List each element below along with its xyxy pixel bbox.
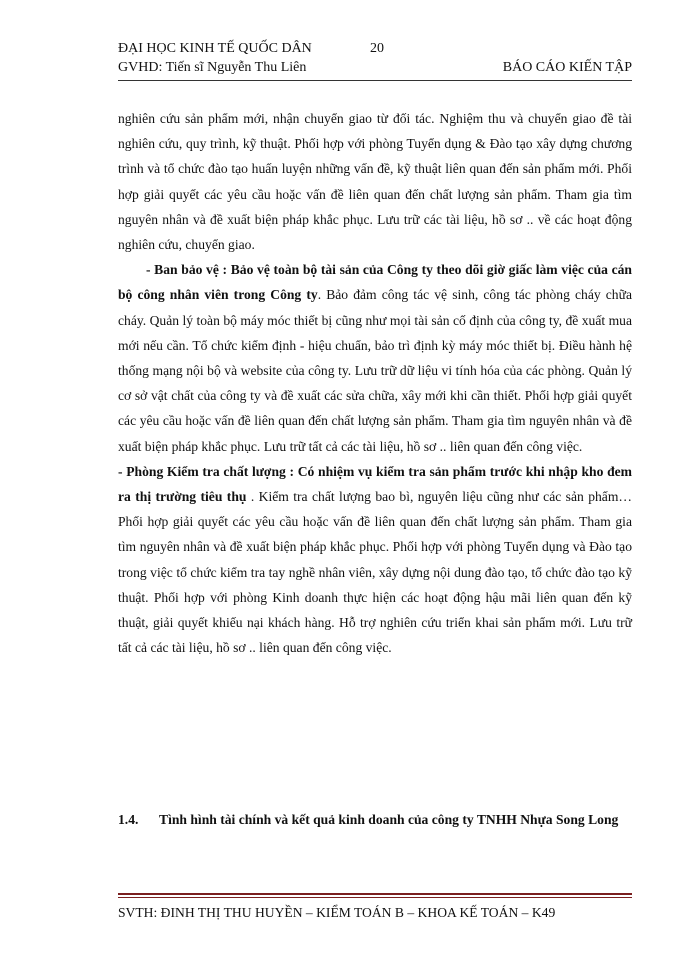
footer-divider-thick (118, 893, 632, 895)
quality-control-text: . Kiểm tra chất lượng bao bì, nguyên liệu cũng như các sản phẩm… Phối hợp giải quyết các yêu cầu hoặc vấn đề liên quan đến chất lượng sản phẩm. Tham gia tìm nguyên nhân và đề xuất biện pháp khắc phục. Phối hợp với phòng Tuyển dụng và Đào tạo trong việc tổ chức kiểm tra tay nghề nhân viên, xây dựng nội dung đào tạo, tổ chức đào tạo kỹ thuật. Phối hợp với phòng Kinh doanh thực hiện các hoạt động hậu mãi liên quan đến kỹ thuật, giải quyết khiếu nại khách hàng. Hỗ trợ nghiên cứu triển khai sản phẩm mới. Lưu trữ tất cả các tài liệu, hồ sơ .. liên quan đến công việc. (118, 489, 632, 656)
security-board-text: . Bảo đảm công tác vệ sinh, công tác phòng cháy chữa cháy. Quản lý toàn bộ máy móc thiết bị cũng như mọi tài sản cố định của công ty, đề xuất mua mới nếu cần. Tổ chức kiểm định - hiệu chuẩn, bảo trì định kỳ máy móc thiết bị. Điều hành hệ thống mạng nội bộ và website của công ty. Lưu trữ dữ liệu vi tính hóa của các phòng. Quản lý cơ sở vật chất của công ty và đề xuất các sửa chữa, xây mới khi cần thiết. Phối hợp giải quyết các yêu cầu hoặc vấn đề liên quan đến chất lượng sản phẩm. Tham gia tìm nguyên nhân và đề xuất biện pháp khắc phục. Lưu trữ tất cả các tài liệu, hồ sơ .. liên quan đến công việc. (118, 287, 633, 454)
page-number: 20 (370, 41, 384, 56)
document-body (118, 106, 632, 660)
section-heading (118, 808, 632, 832)
page-header (118, 40, 632, 78)
quality-control-heading: - Phòng Kiểm tra chất lượng : Có nhiệm vụ kiểm tra sản phẩm trước khi nhập kho đem ra thị trường tiêu thụ (118, 463, 632, 505)
security-board-heading: - Ban bảo vệ : Bảo vệ toàn bộ tài sản của Công ty theo dõi giờ giấc làm việc của cán bộ công nhân viên trong Công ty (118, 262, 632, 303)
header-row-2 (118, 59, 632, 78)
paragraph-research: nghiên cứu sản phẩm mới, nhận chuyển giao từ đối tác. Nghiệm thu và chuyển giao đề tài nghiên cứu, quy trình, kỹ thuật. Phối hợp với phòng Tuyển dụng & Đào tạo xây dựng chương trình và tổ chức đào tạo huấn luyện những vấn đề, kỹ thuật liên quan đến sản phẩm mới. Phối hợp giải quyết các yêu cầu hoặc vấn đề liên quan đến chất lượng sản phẩm. Tham gia tìm nguyên nhân và đề xuất biện pháp khắc phục. Lưu trữ các tài liệu, hồ sơ .. về các hoạt động nghiên cứu, chuyển giao. (118, 111, 632, 253)
advisor-name: GVHD: Tiến sĩ Nguyễn Thu Liên (118, 60, 307, 75)
footer-divider-thin (118, 897, 632, 898)
section-title: Tình hình tài chính và kết quả kinh doanh của công ty TNHH Nhựa Song Long (159, 812, 619, 827)
paragraph-quality-control (118, 459, 632, 661)
section-number: 1.4. (118, 812, 139, 827)
university-name: ĐẠI HỌC KINH TẾ QUỐC DÂN (118, 41, 312, 56)
header-row-1 (118, 40, 632, 59)
header-divider (118, 80, 632, 81)
page-footer: SVTH: ĐINH THỊ THU HUYỀN – KIỂM TOÁN B – KHOA KẾ TOÁN – K49 (118, 905, 556, 920)
report-type: BÁO CÁO KIẾN TẬP (502, 60, 632, 75)
paragraph-security-board (118, 257, 632, 459)
